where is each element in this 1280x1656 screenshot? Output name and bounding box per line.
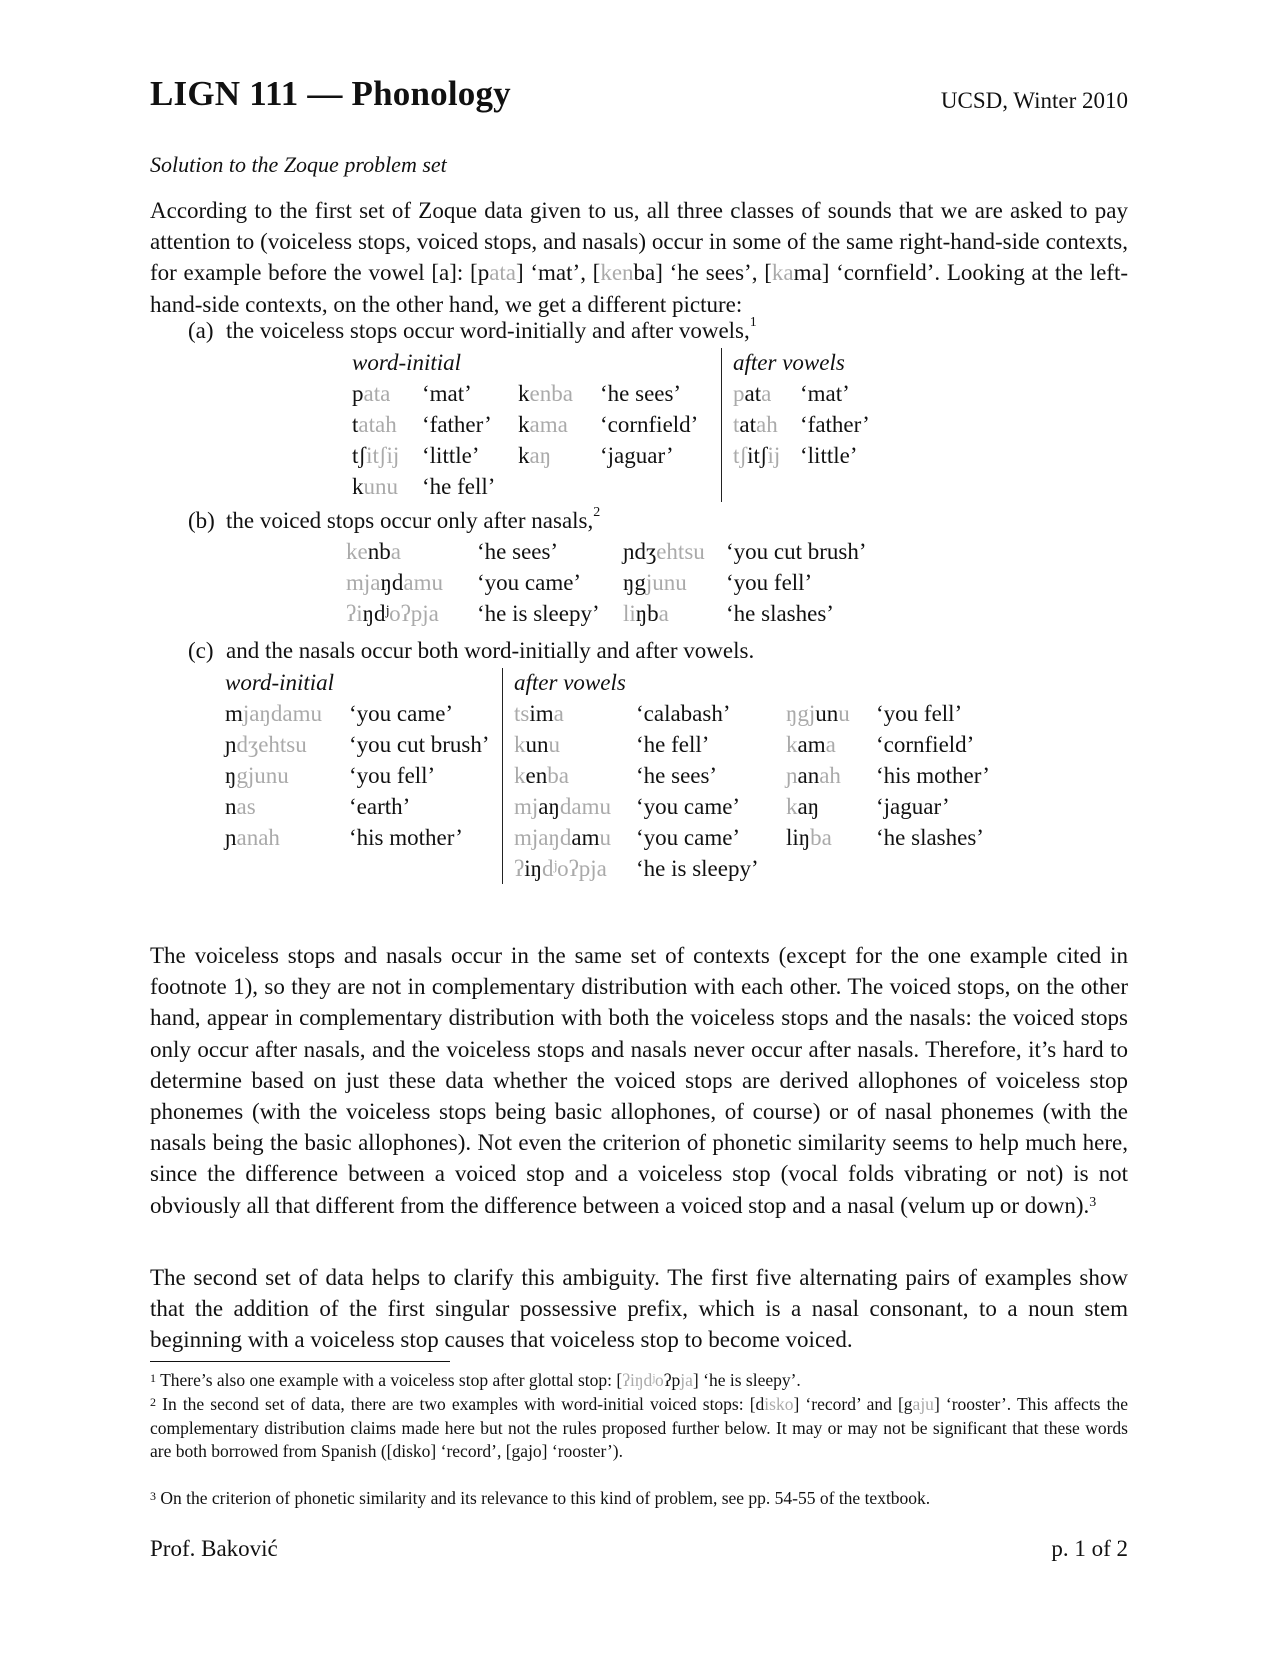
document-page <box>150 0 1128 1656</box>
table-a <box>352 348 870 502</box>
item-c: (c) and the nasals occur both word-initially and after vowels. <box>188 638 755 663</box>
table-c <box>225 668 990 884</box>
footnote-rule <box>150 1361 450 1362</box>
table-row: ʔiŋdʲoʔpja ‘he is sleepy’ liŋba ‘he slashes’ <box>346 601 834 626</box>
table-row: ɲanah ‘his mother’ mjaŋdamu ‘you came’ liŋba ‘he slashes’ <box>225 822 990 853</box>
table-row: mjaŋdamu ‘you came’ ŋgjunu ‘you fell’ <box>346 570 813 595</box>
table-row: ɲdʒehtsu ‘you cut brush’ kunu ‘he fell’ kama ‘cornfield’ <box>225 729 990 760</box>
table-row: kunu ‘he fell’ <box>352 471 870 502</box>
table-row: ʔiŋdʲoʔpja ‘he is sleepy’ <box>225 853 990 884</box>
footnote-mark-2: 2 <box>593 505 601 520</box>
second-data-paragraph: The second set of data helps to clarify this ambiguity. The first five alternating pairs of examples show that the addition of the first singular possessive prefix, which is a nasal consonant, to a noun stem beginning with a voiceless stop causes that voiceless stop to become voiced. <box>150 1265 1128 1353</box>
table-a-head-word-initial: word-initial <box>352 350 462 375</box>
table-c-head-word-initial: word-initial <box>225 670 335 695</box>
table-row: mjaŋdamu ‘you came’ tsima ‘calabash’ ŋgjunu ‘you fell’ <box>225 698 990 729</box>
item-a: (a) the voiceless stops occur word-initially and after vowels,$^1$ <box>188 315 757 343</box>
table-row: nas ‘earth’ mjaŋdamu ‘you came’ kaŋ ‘jaguar’ <box>225 791 990 822</box>
footnote-1: $^1$ There’s also one example with a voiceless stop after glottal stop: [ʔiŋdʲoʔpja] ‘he is sleepy’. <box>150 1370 801 1390</box>
table-row: tatah ‘father’ kama ‘cornfield’ tatah ‘father’ <box>352 409 870 440</box>
footnote-mark-1: 1 <box>749 315 757 330</box>
item-b: (b) the voiced stops occur only after nasals,$^2$ <box>188 505 601 533</box>
page-number: p. 1 of 2 <box>1051 1536 1128 1561</box>
table-row: tʃitʃij ‘little’ kaŋ ‘jaguar’ tʃitʃij ‘little’ <box>352 440 870 471</box>
footnote-3: $^3$ On the criterion of phonetic similarity and its relevance to this kind of problem, see pp. 54-55 of the textbook. <box>150 1488 931 1508</box>
table-row: kenba ‘he sees’ ɲdʒehtsu ‘you cut brush’ <box>346 539 867 564</box>
page-header <box>150 74 1128 124</box>
table-b <box>346 536 867 629</box>
table-c-head-after-vowels: after vowels <box>503 668 990 698</box>
subtitle: Solution to the Zoque problem set <box>150 152 447 177</box>
analysis-paragraph: The voiceless stops and nasals occur in the same set of contexts (except for the one example cited in footnote 1), so they are not in complementary distribution with each other. The voiced stops, on the other hand, appear in complementary distribution with both the voiceless stops and the nasals: the voiced stops only occur after nasals, and the voiceless stops and nasals never occur after nasals. Therefore, it’s hard to determine based on just these data whether the voiced stops are derived allophones of voiceless stop phonemes (with the voiceless stops being basic allophones, of course) or of nasal phonemes (with the nasals being the basic allophones). Not even the criterion of phonetic similarity seems to help much here, since the difference between a voiced stop and a voiceless stop (vocal folds vibrating or not) is not obviously all that different from the difference between a voiced stop and a nasal (velum up or down).$^3$ <box>150 943 1128 1218</box>
institution-term: UCSD, Winter 2010 <box>940 88 1128 113</box>
course-title: LIGN 111 — Phonology <box>150 74 511 113</box>
author-name: Prof. Baković <box>150 1536 278 1561</box>
table-row: pata ‘mat’ kenba ‘he sees’ pata ‘mat’ <box>352 378 870 409</box>
page-footer <box>150 1536 1128 1562</box>
table-row: ŋgjunu ‘you fell’ kenba ‘he sees’ ɲanah ‘his mother’ <box>225 760 990 791</box>
intro-paragraph: According to the first set of Zoque data given to us, all three classes of sounds that we are asked to pay attention to (voiceless stops, voiced stops, and nasals) occur in some of the same right-hand-side contexts, for example before the vowel [a]: [pata] ‘mat’, [kenba] ‘he sees’, [kama] ‘cornfield’. Looking at the left-hand-side contexts, on the other hand, we get a different picture: <box>150 198 1128 317</box>
footnote-mark-3: 3 <box>1089 1194 1097 1210</box>
footnote-2: $^2$ In the second set of data, there are two examples with word-initial voiced stops: [disko] ‘record’ and [gaju] ‘rooster’. This affects the complementary distribution claims made here but not the rules proposed further below. It may or may not be significant that these words are both borrowed from Spanish ([disko] ‘record’, [gajo] ‘rooster’). <box>150 1394 1128 1461</box>
table-a-head-after-vowels: after vowels <box>722 348 870 378</box>
